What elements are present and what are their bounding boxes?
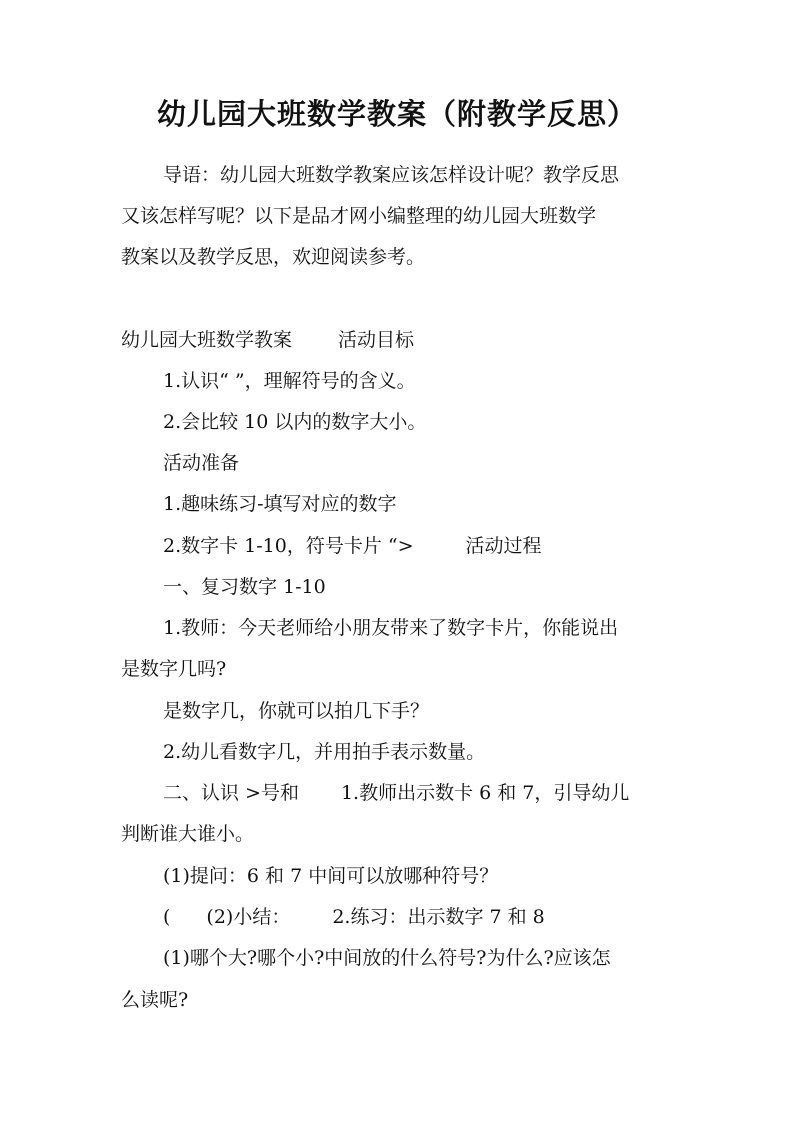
step2-1-line-2: 判断谁大谁小。 (121, 823, 255, 845)
step2-practice: 2.练习：出示数字 7 和 8 (332, 906, 545, 928)
step2-question-2: (2)小结： (206, 906, 291, 928)
intro-line-1: 导语：幼儿园大班数学教案应该怎样设计呢？教学反思 (163, 164, 620, 186)
step1-1-line-1: 1.教师：今天老师给小朋友带来了数字卡片，你能说出 (163, 617, 619, 639)
page-title: 幼儿园大班数学教案（附教学反思） (156, 97, 637, 131)
step2-row (163, 781, 629, 805)
section-heading-left: 幼儿园大班数学教案 (121, 329, 293, 351)
step1-heading: 一、复习数字 1-10 (163, 576, 326, 598)
intro-line-2: 又该怎样写呢？以下是品才网小编整理的幼儿园大班数学 (121, 205, 597, 227)
intro-line-3: 教案以及教学反思，欢迎阅读参考。 (121, 246, 426, 268)
step2-heading: 二、认识 >号和 (163, 782, 299, 804)
goal-2: 2.会比较 10 以内的数字大小。 (163, 411, 427, 433)
prep-2-row (163, 534, 542, 558)
prep-1: 1.趣味练习-填写对应的数字 (163, 493, 397, 515)
section-heading-right: 活动目标 (338, 329, 415, 351)
step2-question-3-line-2: 么读呢? (121, 989, 189, 1011)
step2-paren: ( (163, 906, 171, 928)
step2-1-line-1: 1.教师出示数卡 6 和 7，引导幼儿 (340, 782, 630, 804)
section-heading (121, 328, 414, 352)
step1-1-line-2: 是数字几吗? (121, 658, 227, 680)
step2-question-3-line-1: (1)哪个大?哪个小?中间放的什么符号?为什么?应该怎 (163, 947, 611, 969)
process-heading: 活动过程 (465, 535, 542, 557)
goal-1: 1.认识“ ”，理解符号的含义。 (163, 370, 416, 392)
step2-question-1: (1)提问：6 和 7 中间可以放哪种符号？ (163, 865, 499, 887)
prep-2: 2.数字卡 1-10，符号卡片 “> (163, 535, 414, 557)
step2-summary-row (163, 905, 545, 929)
prep-heading: 活动准备 (163, 452, 240, 474)
step1-1-line-3: 是数字几，你就可以拍几下手？ (163, 700, 430, 722)
step1-2: 2.幼儿看数字几，并用拍手表示数量。 (163, 741, 486, 763)
